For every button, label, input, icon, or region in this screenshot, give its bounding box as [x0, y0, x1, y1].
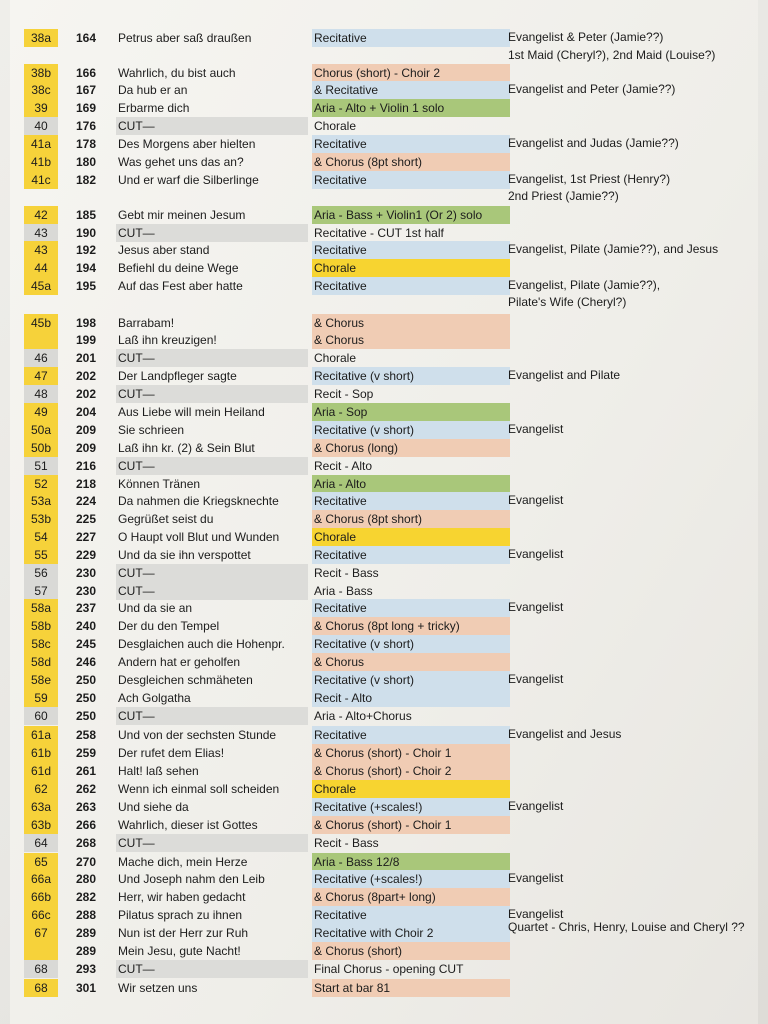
table-row: [0, 780, 768, 798]
page-number: 209: [75, 441, 97, 455]
movement-number: 50b: [24, 439, 58, 457]
movement-type: & Chorus: [312, 653, 510, 671]
page-number: 262: [75, 782, 97, 796]
movement-title: Ach Golgatha: [118, 691, 191, 705]
movement-number: 43: [24, 224, 58, 242]
movement-number: 51: [24, 457, 58, 475]
movement-type: Chorale: [312, 780, 510, 798]
movement-title: Der Landpfleger sagte: [118, 369, 237, 383]
movement-title: Desgleichen schmäheten: [118, 673, 253, 687]
page-number: 166: [75, 66, 97, 80]
movement-number: [24, 331, 58, 349]
movement-type: Recitative - CUT 1st half: [314, 226, 444, 240]
page-number: 230: [75, 566, 97, 580]
movement-type: Final Chorus - opening CUT: [314, 962, 464, 976]
table-row: [0, 564, 768, 582]
movement-title: Petrus aber saß draußen: [118, 31, 252, 45]
singers-note: Evangelist and Judas (Jamie??): [508, 136, 679, 150]
page-number: 229: [75, 548, 97, 562]
movement-number: 66c: [24, 906, 58, 924]
page-number: 218: [75, 477, 97, 491]
movement-number: 61d: [24, 762, 58, 780]
table-row: [0, 834, 768, 852]
page-number: 245: [75, 637, 97, 651]
movement-number: 56: [24, 564, 58, 582]
movement-type: & Chorus (long): [312, 439, 510, 457]
movement-number: 58b: [24, 617, 58, 635]
table-row: [0, 475, 768, 493]
page-number: 250: [75, 673, 97, 687]
movement-type: Recit - Sop: [314, 387, 374, 401]
movement-number: 38c: [24, 81, 58, 99]
movement-number: 45b: [24, 314, 58, 332]
page-number: 250: [75, 691, 97, 705]
movement-title: CUT—: [116, 385, 308, 403]
table-row: [0, 960, 768, 978]
movement-title: CUT—: [116, 349, 308, 367]
page-number: 246: [75, 655, 97, 669]
table-row: [0, 762, 768, 780]
singers-note-continued: 2nd Priest (Jamie??): [508, 189, 619, 203]
movement-number: 58a: [24, 599, 58, 617]
movement-title: Da hub er an: [118, 83, 188, 97]
movement-number: 65: [24, 853, 58, 871]
page-number: 225: [75, 512, 97, 526]
movement-type: Recitative: [312, 726, 510, 744]
page-number: 195: [75, 279, 97, 293]
movement-number: 58e: [24, 671, 58, 689]
page-number: 280: [75, 872, 97, 886]
movement-type: & Chorus: [312, 314, 510, 332]
page-number: 224: [75, 494, 97, 508]
movement-type: Recitative: [312, 241, 510, 259]
singers-note: Evangelist, Pilate (Jamie??), and Jesus: [508, 242, 719, 256]
movement-title: CUT—: [116, 224, 308, 242]
movement-title: Wir setzen uns: [118, 981, 198, 995]
movement-title: Des Morgens aber hielten: [118, 137, 256, 151]
movement-title: Und von der sechsten Stunde: [118, 728, 277, 742]
movement-number: 46: [24, 349, 58, 367]
movement-number: 63b: [24, 816, 58, 834]
page-number: 180: [75, 155, 97, 169]
page-number: 288: [75, 908, 97, 922]
movement-type: Recitative (v short): [312, 421, 510, 439]
singers-note: Evangelist: [508, 672, 564, 686]
movement-number: 66a: [24, 870, 58, 888]
singers-note: Evangelist: [508, 871, 564, 885]
singers-note: Evangelist & Peter (Jamie??): [508, 30, 664, 44]
movement-title: Können Tränen: [118, 477, 201, 491]
movement-number: 41c: [24, 171, 58, 189]
movement-title: Gebt mir meinen Jesum: [118, 208, 246, 222]
table-row: [0, 314, 768, 332]
movement-type: & Chorus (8pt long + tricky): [312, 617, 510, 635]
movement-title: Laß ihn kr. (2) & Sein Blut: [118, 441, 255, 455]
movement-title: CUT—: [116, 582, 308, 600]
movement-number: 53a: [24, 492, 58, 510]
table-row: [0, 816, 768, 834]
table-row: [0, 331, 768, 349]
movement-title: Jesus aber stand: [118, 243, 210, 257]
movement-title: Sie schrieen: [118, 423, 185, 437]
movement-title: Da nahmen die Kriegsknechte: [118, 494, 279, 508]
table-row: [0, 385, 768, 403]
movement-type: & Chorus: [312, 331, 510, 349]
movement-type: Recitative with Choir 2: [312, 924, 510, 942]
page-number: 185: [75, 208, 97, 222]
movement-type: Aria - Sop: [312, 403, 510, 421]
movement-number: 67: [24, 924, 58, 942]
table-row: [0, 99, 768, 117]
movement-type: Recit - Bass: [314, 566, 379, 580]
table-row: [0, 349, 768, 367]
movement-title: CUT—: [116, 117, 308, 135]
movement-title: Erbarme dich: [118, 101, 190, 115]
movement-title: Herr, wir haben gedacht: [118, 890, 246, 904]
movement-type: & Chorus (short) - Choir 1: [312, 816, 510, 834]
movement-type: Recitative: [312, 277, 510, 295]
movement-type: Recitative (v short): [312, 671, 510, 689]
page-number: 194: [75, 261, 97, 275]
movement-title: Pilatus sprach zu ihnen: [118, 908, 243, 922]
singers-note: Evangelist and Pilate: [508, 368, 621, 382]
movement-title: Wahrlich, du bist auch: [118, 66, 236, 80]
page-number: 237: [75, 601, 97, 615]
page-number: 259: [75, 746, 97, 760]
page-number: 289: [75, 944, 97, 958]
movement-title: Und Joseph nahm den Leib: [118, 872, 265, 886]
table-row: [0, 403, 768, 421]
page-number: 261: [75, 764, 97, 778]
singers-note-continued: Pilate's Wife (Cheryl?): [508, 295, 627, 309]
movement-title: Wahrlich, dieser ist Gottes: [118, 818, 258, 832]
table-row: [0, 582, 768, 600]
movement-title: Was gehet uns das an?: [118, 155, 244, 169]
movement-type: Recitative: [312, 135, 510, 153]
singers-note: 1st Maid (Cheryl?), 2nd Maid (Louise?): [508, 48, 716, 62]
page-number: 301: [75, 981, 97, 995]
movement-type: Chorale: [312, 528, 510, 546]
singers-note: Evangelist, 1st Priest (Henry?): [508, 172, 671, 186]
page-number: 289: [75, 926, 97, 940]
movement-number: 39: [24, 99, 58, 117]
movement-type: Chorale: [312, 259, 510, 277]
movement-type: & Chorus (short) - Choir 1: [312, 744, 510, 762]
movement-number: 59: [24, 689, 58, 707]
singers-note: Evangelist: [508, 600, 564, 614]
movement-title: Auf das Fest aber hatte: [118, 279, 243, 293]
table-row: [0, 64, 768, 82]
movement-number: 42: [24, 206, 58, 224]
page-number: 202: [75, 369, 97, 383]
movement-title: Halt! laß sehen: [118, 764, 199, 778]
table-row: [0, 617, 768, 635]
singers-note: Quartet - Chris, Henry, Louise and Cheryl ??: [508, 920, 745, 934]
movement-type: Aria - Alto + Violin 1 solo: [312, 99, 510, 117]
singers-note: Evangelist and Jesus: [508, 727, 622, 741]
movement-type: Aria - Bass 12/8: [312, 853, 510, 871]
movement-title: CUT—: [116, 960, 308, 978]
movement-type: & Chorus (8pt short): [312, 510, 510, 528]
table-row: [0, 206, 768, 224]
movement-number: 47: [24, 367, 58, 385]
table-row: [0, 224, 768, 242]
movement-number: 68: [24, 979, 58, 997]
table-row: [0, 117, 768, 135]
movement-number: 61a: [24, 726, 58, 744]
movement-title: Der du den Tempel: [118, 619, 220, 633]
page-number: 190: [75, 226, 97, 240]
movement-title: Der rufet dem Elias!: [118, 746, 225, 760]
movement-type: Recit - Alto: [312, 689, 510, 707]
page-number: 176: [75, 119, 97, 133]
movement-number: 60: [24, 707, 58, 725]
movement-type: Recit - Bass: [314, 836, 379, 850]
movement-type: & Chorus (8pt short): [312, 153, 510, 171]
table-row: [0, 635, 768, 653]
movement-type: Start at bar 81: [312, 979, 510, 997]
movement-type: Recit - Alto: [314, 459, 373, 473]
movement-title: Und er warf die Silberlinge: [118, 173, 259, 187]
movement-type: Recitative: [312, 599, 510, 617]
movement-title: CUT—: [116, 564, 308, 582]
movement-number: 48: [24, 385, 58, 403]
table-row: [0, 689, 768, 707]
table-row: [0, 528, 768, 546]
movement-number: 45a: [24, 277, 58, 295]
movement-number: 58d: [24, 653, 58, 671]
movement-title: CUT—: [116, 457, 308, 475]
movement-title: Und siehe da: [118, 800, 189, 814]
movement-type: Recitative: [312, 492, 510, 510]
table-row: [0, 979, 768, 997]
table-row: [0, 853, 768, 871]
movement-type: Recitative (v short): [312, 367, 510, 385]
page-number: 192: [75, 243, 97, 257]
movement-title: Befiehl du deine Wege: [118, 261, 239, 275]
page-number: 199: [75, 333, 97, 347]
movement-title: Desglaichen auch die Hohenpr.: [118, 637, 285, 651]
page-number: 268: [75, 836, 97, 850]
movement-number: 64: [24, 834, 58, 852]
movement-type: Recitative (+scales!): [312, 870, 510, 888]
singers-note: Evangelist and Peter (Jamie??): [508, 82, 676, 96]
page-number: 266: [75, 818, 97, 832]
movement-title: CUT—: [116, 707, 308, 725]
page-number: 182: [75, 173, 97, 187]
movement-type: Aria - Alto: [312, 475, 510, 493]
movement-title: Mache dich, mein Herze: [118, 855, 248, 869]
singers-note: Evangelist: [508, 422, 564, 436]
movement-title: Nun ist der Herr zur Ruh: [118, 926, 249, 940]
movement-title: Andern hat er geholfen: [118, 655, 241, 669]
page-number: 258: [75, 728, 97, 742]
movement-title: Wenn ich einmal soll scheiden: [118, 782, 280, 796]
movement-title: Und da sie an: [118, 601, 193, 615]
table-row: [0, 457, 768, 475]
page-number: 263: [75, 800, 97, 814]
movement-number: 41a: [24, 135, 58, 153]
table-row: [0, 744, 768, 762]
movement-number: 54: [24, 528, 58, 546]
movement-type: & Recitative: [312, 81, 510, 99]
movement-number: 53b: [24, 510, 58, 528]
singers-note: Evangelist: [508, 799, 564, 813]
movement-title: Laß ihn kreuzigen!: [118, 333, 217, 347]
movement-title: O Haupt voll Blut und Wunden: [118, 530, 280, 544]
movement-number: 68: [24, 960, 58, 978]
page-number: 164: [75, 31, 97, 45]
movement-number: 40: [24, 117, 58, 135]
page-number: 282: [75, 890, 97, 904]
singers-note: Evangelist: [508, 493, 564, 507]
movement-title: Mein Jesu, gute Nacht!: [118, 944, 241, 958]
movement-number: 43: [24, 241, 58, 259]
movement-number: 50a: [24, 421, 58, 439]
movement-number: 49: [24, 403, 58, 421]
movement-number: 63a: [24, 798, 58, 816]
table-row: [0, 439, 768, 457]
movement-number: 38b: [24, 64, 58, 82]
page-number: 198: [75, 316, 97, 330]
table-row: [0, 942, 768, 960]
table-row: [0, 653, 768, 671]
movement-type: Recitative: [312, 546, 510, 564]
movement-type: Chorale: [314, 119, 357, 133]
movement-number: 38a: [24, 29, 58, 47]
table-row: [0, 259, 768, 277]
movement-number: 61b: [24, 744, 58, 762]
movement-number: 52: [24, 475, 58, 493]
movement-type: & Chorus (8part+ long): [312, 888, 510, 906]
movement-title: CUT—: [116, 834, 308, 852]
table-row: [0, 888, 768, 906]
page-number: 202: [75, 387, 97, 401]
singers-note: Evangelist: [508, 547, 564, 561]
movement-title: Barrabam!: [118, 316, 175, 330]
page-number: 240: [75, 619, 97, 633]
movement-type: Chorale: [314, 351, 357, 365]
page-number: 250: [75, 709, 97, 723]
movement-number: 44: [24, 259, 58, 277]
movement-type: & Chorus (short) - Choir 2: [312, 762, 510, 780]
movement-type: Aria - Bass + Violin1 (Or 2) solo: [312, 206, 510, 224]
singers-note: Evangelist, Pilate (Jamie??),: [508, 278, 661, 292]
table-row: [0, 153, 768, 171]
movement-title: Und da sie ihn verspottet: [118, 548, 251, 562]
page-number: 230: [75, 584, 97, 598]
page-number: 201: [75, 351, 97, 365]
movement-type: Aria - Bass: [314, 584, 373, 598]
movement-number: 58c: [24, 635, 58, 653]
movement-type: Chorus (short) - Choir 2: [312, 64, 510, 82]
movement-type: Recitative (+scales!): [312, 798, 510, 816]
movement-number: 62: [24, 780, 58, 798]
page-number: 209: [75, 423, 97, 437]
page-number: 169: [75, 101, 97, 115]
movement-type: Recitative: [312, 29, 510, 47]
table-row: [0, 510, 768, 528]
movement-type: Recitative: [312, 906, 510, 924]
movement-type: & Chorus (short): [312, 942, 510, 960]
page-number: 216: [75, 459, 97, 473]
movement-type: Recitative (v short): [312, 635, 510, 653]
movement-number: 55: [24, 546, 58, 564]
table-row: [0, 707, 768, 725]
page-number: 227: [75, 530, 97, 544]
movement-number: 41b: [24, 153, 58, 171]
page-number: 293: [75, 962, 97, 976]
movement-type: Aria - Alto+Chorus: [314, 709, 412, 723]
page-number: 270: [75, 855, 97, 869]
page-number: 167: [75, 83, 97, 97]
page-number: 178: [75, 137, 97, 151]
movement-type: Recitative: [312, 171, 510, 189]
movement-number: 66b: [24, 888, 58, 906]
movement-title: Aus Liebe will mein Heiland: [118, 405, 265, 419]
movement-number: [24, 942, 58, 960]
movement-number: 57: [24, 582, 58, 600]
page-number: 204: [75, 405, 97, 419]
singers-note: Evangelist: [508, 907, 564, 921]
movement-title: Gegrüßet seist du: [118, 512, 214, 526]
